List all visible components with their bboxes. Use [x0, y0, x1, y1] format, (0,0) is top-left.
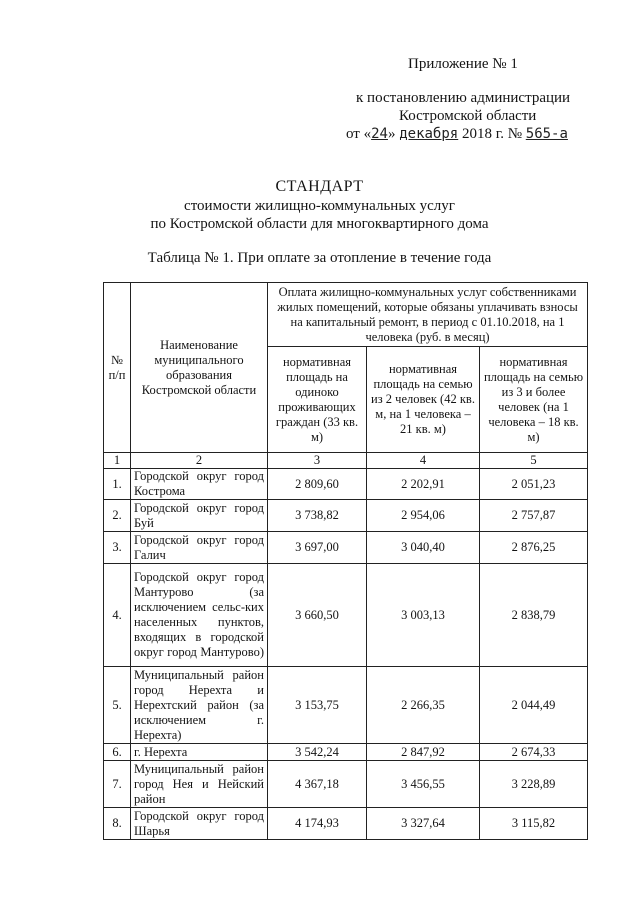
date-prefix: от « — [346, 126, 372, 142]
row-value-family-3: 2 838,79 — [480, 564, 588, 667]
row-number: 4. — [104, 564, 131, 667]
row-value-single: 3 738,82 — [268, 500, 367, 532]
row-value-family-3: 2 674,33 — [480, 744, 588, 761]
row-municipality: Муниципальный район город Нея и Нейский район — [131, 761, 268, 808]
row-value-single: 3 697,00 — [268, 532, 367, 564]
date-year: 2018 г. № — [461, 126, 523, 142]
row-value-family-3: 2 051,23 — [480, 469, 588, 500]
row-number: 1. — [104, 469, 131, 500]
row-value-family-3: 3 115,82 — [480, 808, 588, 840]
column-index: 4 — [367, 453, 480, 469]
document-subtitle-1: стоимости жилищно-коммунальных услуг — [184, 198, 455, 214]
decree-reference: к постановлению администрации — [356, 90, 571, 106]
row-municipality: Городской округ город Мантурово (за исключением сельс-ких населенных пунктов, входящих в городской округ город Мантурово) — [131, 564, 268, 667]
row-value-family-2: 3 327,64 — [367, 808, 480, 840]
row-value-family-2: 2 847,92 — [367, 744, 480, 761]
table-caption: Таблица № 1. При оплате за отопление в течение года — [147, 250, 492, 266]
row-value-family-2: 3 040,40 — [367, 532, 480, 564]
column-index: 3 — [268, 453, 367, 469]
row-number: 6. — [104, 744, 131, 761]
header-cell-payment-group: Оплата жилищно-коммунальных услуг собственниками жилых помещений, которые обязаны уплачивать взносы на капитальный ремонт, в период с 01.10.2018, на 1 человека (руб. в месяц) — [268, 283, 588, 347]
row-municipality: Городской округ город Кострома — [131, 469, 268, 500]
row-municipality: г. Нерехта — [131, 744, 268, 761]
row-value-single: 3 542,24 — [268, 744, 367, 761]
table-row — [104, 808, 588, 840]
header-cell-number: № п/п — [104, 283, 131, 453]
column-index: 2 — [131, 453, 268, 469]
region-name: Костромской области — [399, 108, 537, 124]
row-municipality: Городской округ город Буй — [131, 500, 268, 532]
document-title: СТАНДАРТ — [275, 178, 364, 195]
date-day: 24 — [371, 126, 388, 142]
row-value-family-2: 2 202,91 — [367, 469, 480, 500]
row-value-family-2: 2 266,35 — [367, 667, 480, 744]
row-value-family-3: 2 757,87 — [480, 500, 588, 532]
row-number: 7. — [104, 761, 131, 808]
document-subtitle-2: по Костромской области для многоквартирного дома — [150, 216, 489, 232]
row-number: 2. — [104, 500, 131, 532]
header-cell-single: нормативная площадь на одиноко проживающих граждан (33 кв. м) — [268, 347, 367, 453]
standard-cost-table — [103, 282, 588, 840]
table-row — [104, 532, 588, 564]
row-value-single: 2 809,60 — [268, 469, 367, 500]
row-value-family-3: 3 228,89 — [480, 761, 588, 808]
table-row — [104, 667, 588, 744]
row-municipality: Городской округ город Шарья — [131, 808, 268, 840]
table-row — [104, 744, 588, 761]
column-index: 1 — [104, 453, 131, 469]
row-value-family-2: 3 003,13 — [367, 564, 480, 667]
row-value-family-3: 2 044,49 — [480, 667, 588, 744]
header-cell-family-3: нормативная площадь на семью из 3 и более человек (на 1 человека – 18 кв. м) — [480, 347, 588, 453]
row-municipality: Муниципальный район город Нерехта и Нерехтский район (за исключением г. Нерехта) — [131, 667, 268, 744]
row-number: 8. — [104, 808, 131, 840]
row-value-single: 4 367,18 — [268, 761, 367, 808]
decree-date-line — [346, 126, 568, 143]
row-value-family-3: 2 876,25 — [480, 532, 588, 564]
appendix-label: Приложение № 1 — [408, 56, 518, 72]
row-number: 5. — [104, 667, 131, 744]
row-number: 3. — [104, 532, 131, 564]
date-mid: » — [387, 126, 396, 142]
row-value-single: 4 174,93 — [268, 808, 367, 840]
row-value-family-2: 2 954,06 — [367, 500, 480, 532]
header-cell-family-2: нормативная площадь на семью из 2 человек (42 кв. м, на 1 человека – 21 кв. м) — [367, 347, 480, 453]
column-index: 5 — [480, 453, 588, 469]
row-value-family-2: 3 456,55 — [367, 761, 480, 808]
row-value-single: 3 660,50 — [268, 564, 367, 667]
header-cell-municipality: Наименование муниципального образования Костромской области — [131, 283, 268, 453]
row-value-single: 3 153,75 — [268, 667, 367, 744]
table-row — [104, 500, 588, 532]
table-row — [104, 564, 588, 667]
table-row — [104, 761, 588, 808]
date-month: декабря — [399, 126, 459, 142]
decree-number: 565-а — [525, 126, 568, 142]
row-municipality: Городской округ город Галич — [131, 532, 268, 564]
table-row — [104, 469, 588, 500]
